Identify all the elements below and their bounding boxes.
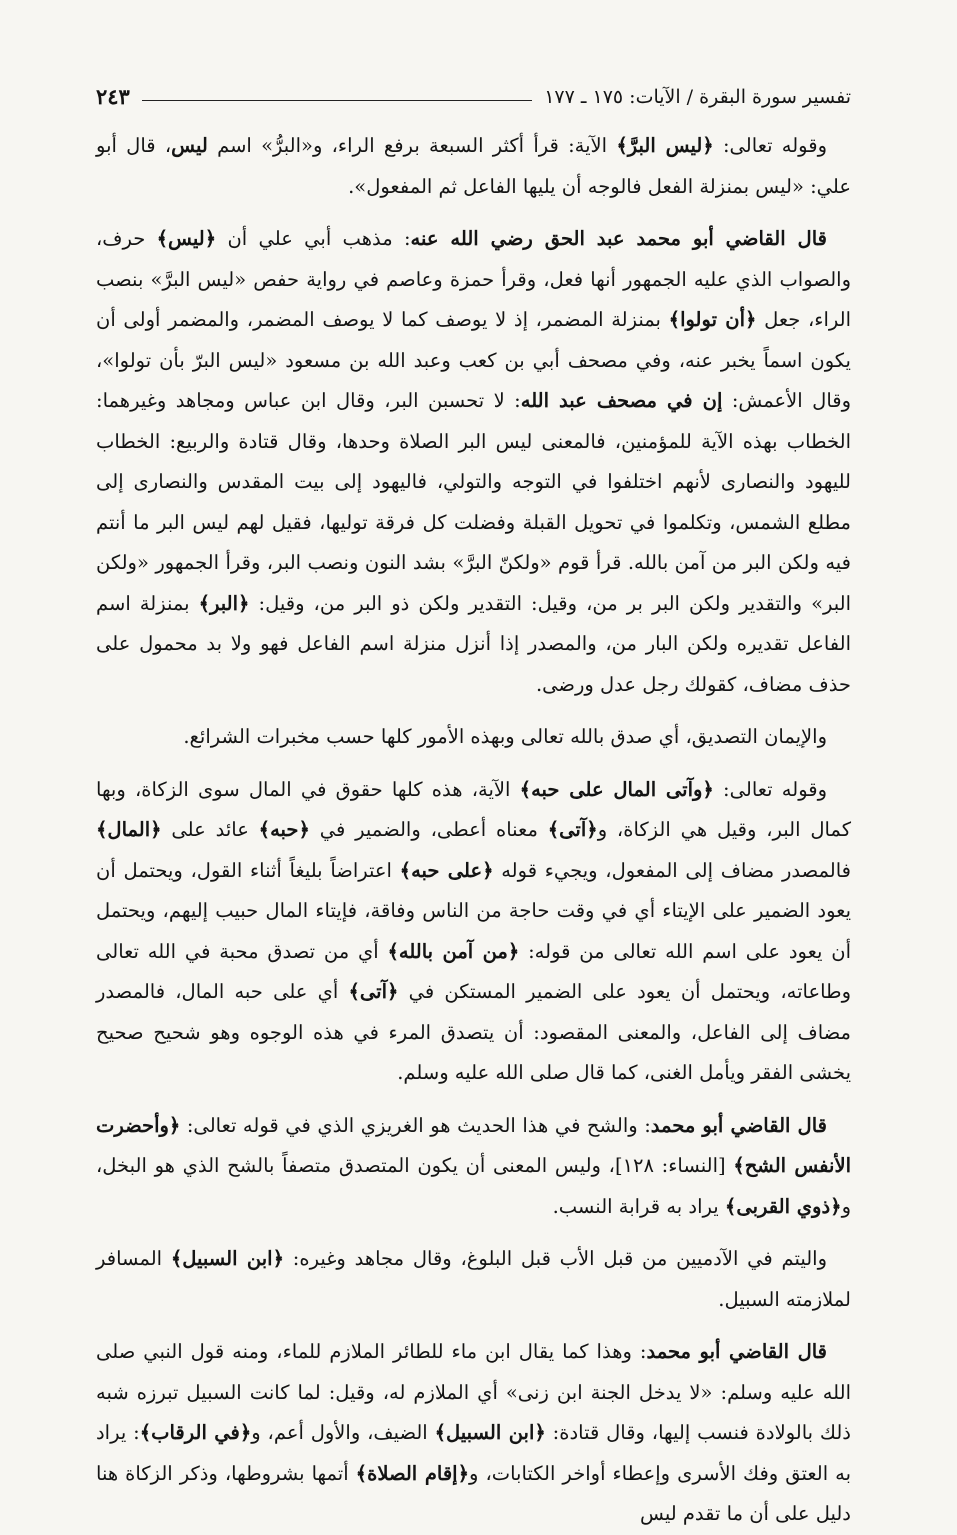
bold-text-run: ﴿ابن السبيل﴾ bbox=[434, 1421, 546, 1444]
text-run: الضيف، والأول أعم، و bbox=[251, 1421, 435, 1444]
paragraph bbox=[96, 1106, 851, 1228]
bold-text-run: قال القاضي أبو محمد bbox=[646, 1340, 827, 1363]
bold-text-run: قال القاضي أبو محمد عبد الحق رضي الله عنه bbox=[410, 227, 827, 250]
bold-text-run: ﴿أن تولوا﴾ bbox=[668, 308, 757, 331]
bold-text-run: ﴿ابن السبيل﴾ bbox=[170, 1247, 285, 1270]
bold-text-run: ﴿على حبه﴾ bbox=[399, 858, 494, 882]
text-run: أي من تصدق محبة في الله تعالى وطاعاته، ويحتمل أن يعود على الضمير المستكن في bbox=[96, 939, 851, 1003]
bold-text-run: ﴿ذوي القربى﴾ bbox=[724, 1194, 842, 1218]
text-run: والإيمان التصديق، أي صدق بالله تعالى وبهذه الأمور كلها حسب مخبرات الشرائع. bbox=[183, 725, 827, 748]
bold-text-run: ﴿ليس البرَّ﴾ bbox=[616, 134, 714, 157]
page-number: ٢٤٣ bbox=[96, 84, 130, 109]
text-run: وقوله تعالى: bbox=[713, 134, 827, 157]
text-run: أي على حبه المال، فالمصدر مضاف إلى الفاعل، والمعنى المقصود: أن يتصدق المرء في هذه الوجوه وهو شحيح صحيح يخشى الفقر ويأمل الغنى، كما قال صلى الله عليه وسلم. bbox=[96, 980, 851, 1084]
bold-text-run: ﴿آتى﴾ bbox=[348, 980, 399, 1003]
bold-text-run: ﴿في الرقاب﴾ bbox=[139, 1421, 252, 1444]
header-rule bbox=[142, 100, 532, 101]
text-run: : وهذا كما يقال ابن ماء للطائر الملازم للماء، ومنه قول النبي صلى الله عليه وسلم: «لا يدخل الجنة ابن زنى» أي الملازم له، وقيل: لما كانت السبيل تبرزه شبه ذلك بالولادة فنسب إليها، وقال قتادة: bbox=[96, 1340, 851, 1444]
bold-text-run: قال القاضي أبو محمد bbox=[650, 1113, 827, 1137]
bold-text-run: ليس bbox=[171, 134, 208, 157]
bold-text-run: ﴿من آمن بالله﴾ bbox=[387, 939, 520, 963]
text-run: يراد به قرابة النسب. bbox=[552, 1194, 725, 1218]
text-run: : لا تحسبن البر، وقال ابن عباس ومجاهد وغيرهما: الخطاب بهذه الآية للمؤمنين، فالمعنى ليس البر الصلاة وحدها، وقال قتادة والربيع: الخطاب لليهود والنصارى لأنهم اختلفوا في التوجه والتولي، فاليهود إلى بيت المقدس والنصارى إلى مطلع الشمس، وتكلموا في تحويل القبلة وفضلت كل فرقة توليها، فقيل لهم ليس البر ما أنتم فيه ولكن البر من آمن بالله. قرأ قوم «ولكنّ البرَّ» بشد النون ونصب البر، وقرأ الجمهور «ولكن البر» والتقدير ولكن البر بر من، وقيل: التقدير ولكن ذو البر من، وقيل: bbox=[96, 389, 852, 615]
text-run: : يراد به العتق وفك الأسرى وإعطاء أواخر الكتابات، و bbox=[96, 1421, 852, 1485]
text-run: ، قال أبو علي: «ليس بمنزلة الفعل فالوجه أن يليها الفاعل ثم المفعول». bbox=[96, 134, 851, 198]
paragraph bbox=[96, 770, 851, 1094]
page-header bbox=[96, 84, 851, 110]
text-run: وقوله تعالى: bbox=[713, 777, 828, 801]
bold-text-run: ﴿حبه﴾ bbox=[258, 818, 310, 841]
text-run: الآية، هذه كلها حقوق في المال سوى الزكاة، وبها كمال البر، وقيل هي الزكاة، و bbox=[96, 777, 851, 841]
bold-text-run: إن في مصحف عبد الله bbox=[520, 389, 723, 412]
paragraph bbox=[96, 1332, 851, 1535]
text-run: بمنزلة المضمر، إذ لا يوصف كما لا يوصف المضمر، والمضمر أولى أن يكون اسماً يخبر عنه، وفي مصحف أبي بن كعب وعبد الله بن مسعود «ليس البرّ بأن تولوا»، وقال الأعمش: bbox=[96, 308, 851, 412]
bold-text-run: ﴿إقام الصلاة﴾ bbox=[355, 1461, 470, 1485]
text-run: فالمصدر مضاف إلى المفعول، ويجيء قوله bbox=[493, 858, 851, 882]
text-run: : مذهب أبي علي أن bbox=[216, 227, 411, 250]
text-run: واليتم في الآدميين من قبل الأب قبل البلوغ، وقال مجاهد وغيره: bbox=[284, 1247, 828, 1270]
paragraph bbox=[96, 717, 851, 758]
text-run: : والشح في هذا الحديث هو الغريزي الذي في قوله تعالى: bbox=[180, 1113, 651, 1137]
running-title: تفسير سورة البقرة / الآيات: ١٧٥ ـ ١٧٧ bbox=[544, 86, 851, 108]
text-run: حرف، والصواب الذي عليه الجمهور أنها فعل، وقرأ حمزة وعاصم في رواية حفص «ليس البرَّ» بنصب الراء، جعل bbox=[96, 227, 852, 331]
bold-text-run: ﴿ليس﴾ bbox=[156, 227, 217, 250]
text-run: أتمها بشروطها، وذكر الزكاة هنا دليل على أن ما تقدم ليس bbox=[96, 1461, 851, 1525]
paragraph bbox=[96, 1239, 851, 1320]
bold-text-run: ﴿وأحضرت الأنفس الشح﴾ bbox=[96, 1113, 852, 1177]
bold-text-run: ﴿المال﴾ bbox=[96, 818, 162, 841]
text-run: معناه أعطى، والضمير في bbox=[309, 818, 548, 841]
text-run: بمنزلة اسم الفاعل تقديره ولكن البار من، والمصدر إذا أنزل منزلة اسم الفاعل فهو ولا بد محمول على حذف مضاف، كقولك رجل عدل ورضى. bbox=[96, 591, 851, 696]
paragraph bbox=[96, 126, 851, 207]
bold-text-run: ﴿آتى﴾ bbox=[547, 818, 598, 841]
text-run: المسافر لملازمته السبيل. bbox=[96, 1247, 851, 1311]
paragraph bbox=[96, 219, 851, 705]
bold-text-run: ﴿البر﴾ bbox=[198, 591, 250, 615]
text-run: الآية: قرأ أكثر السبعة برفع الراء، و«البرُّ» اسم bbox=[207, 134, 617, 157]
text-run: [النساء: ١٢٨]، وليس المعنى أن يكون المتصدق متصفاً بالشح الذي هو البخل، و bbox=[96, 1154, 851, 1218]
page-body bbox=[96, 126, 851, 1535]
bold-text-run: ﴿وآتى المال على حبه﴾ bbox=[519, 777, 714, 801]
text-run: عائد على bbox=[161, 818, 259, 841]
text-run: اعتراضاً بليغاً أثناء القول، ويحتمل أن يعود الضمير على الإيتاء أي في وقت حاجة من الناس وفاقة، فإيتاء المال حبيب إليهم، ويحتمل أن يعود على اسم الله تعالى من قوله: bbox=[96, 858, 851, 963]
